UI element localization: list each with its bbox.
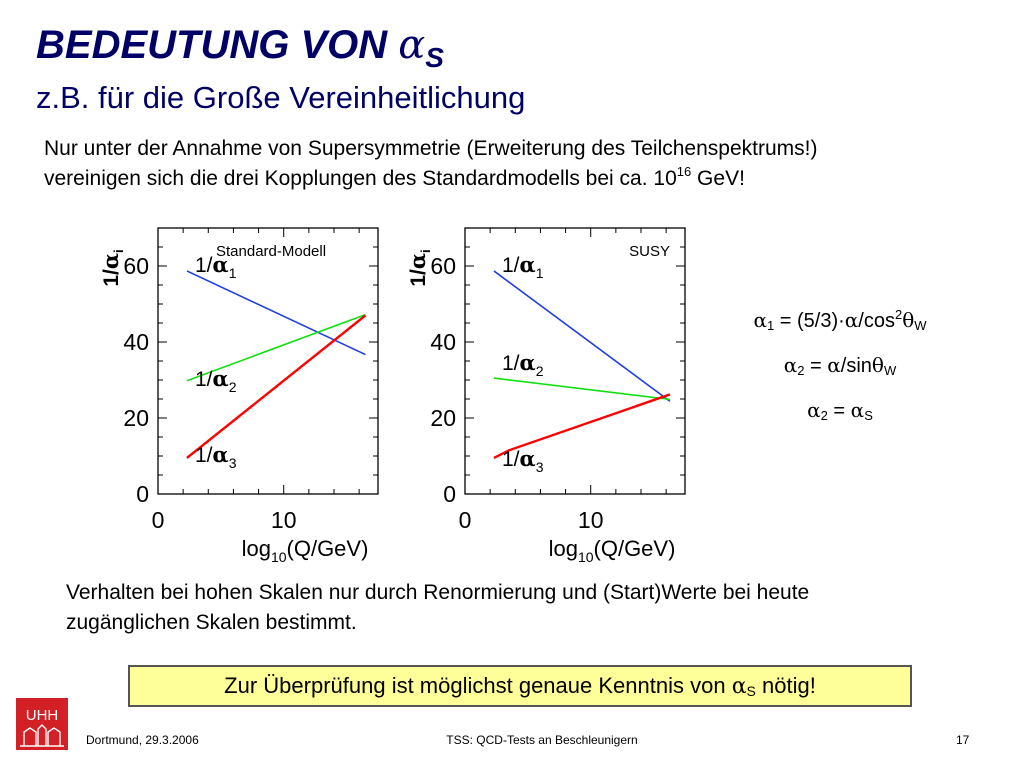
formula-rhs-subscript: W <box>883 363 897 378</box>
y-tick-label: 0 <box>136 481 149 507</box>
footer-page-number: 17 <box>956 733 970 747</box>
logo-text: UHH <box>25 707 59 724</box>
formula-rhs-text: /sin <box>840 355 872 377</box>
x-tick-label: 10 <box>577 507 604 533</box>
series-label-alpha3: $1/\alpha_3$ <box>195 442 237 471</box>
series-label-alpha3: $1/\alpha_3$ <box>502 446 544 475</box>
callout-prefix: Zur Überprüfung ist möglichst genaue Kenntnis von <box>224 673 732 698</box>
x-axis-label: $\log_{10}(Q/GeV)$ <box>548 536 676 565</box>
slide-title-text: BEDEUTUNG VON <box>36 23 399 67</box>
slide-subtitle: z.B. für die Große Vereinheitlichung <box>36 80 526 115</box>
formula-lhs-subscript: 1 <box>766 318 775 333</box>
formula-lhs-symbol: α <box>807 398 821 422</box>
series-label-alpha2: $1/\alpha_2$ <box>502 350 544 379</box>
formula-lhs-symbol: α <box>783 353 798 377</box>
intro-line-2-exponent: 16 <box>676 164 692 179</box>
series-label-alpha1: $1/\alpha_1$ <box>195 252 237 281</box>
x-axis-label: $\log_{10}(Q/GeV)$ <box>241 536 369 565</box>
formula-lhs-subscript: 2 <box>797 363 805 378</box>
chart-susy <box>405 228 685 565</box>
formula-rhs-subscript: W <box>914 318 927 333</box>
formula-2 <box>730 353 950 378</box>
intro-line-1: Nur unter der Annahme von Supersymmetrie (Erweiterung des Teilchenspektrums!) <box>44 137 818 160</box>
formula-1 <box>730 307 950 333</box>
formula-operator: = (5/3)· <box>774 310 845 332</box>
formula-operator: = <box>804 355 828 377</box>
callout-subscript: S <box>746 683 756 699</box>
chart-title: Standard-Modell <box>216 243 327 260</box>
series-line-alpha1 <box>187 271 366 355</box>
formula-lhs-subscript: 2 <box>820 408 828 423</box>
formula-rhs-symbol: α <box>850 398 865 422</box>
formula-operator: = <box>827 400 851 422</box>
callout-symbol: α <box>731 674 747 699</box>
y-tick-label: 60 <box>123 253 149 279</box>
slide-title-symbol: α <box>398 22 426 68</box>
y-tick-label: 20 <box>123 405 149 431</box>
y-tick-label: 0 <box>443 481 456 507</box>
intro-line-2-prefix: vereinigen sich die drei Kopplungen des Standardmodells bei ca. 10 <box>44 167 677 190</box>
callout-box <box>128 665 912 707</box>
series-label-alpha1: $1/\alpha_1$ <box>502 252 544 281</box>
x-tick-label: 10 <box>270 507 297 533</box>
formula-rhs-text: /cos <box>858 310 895 332</box>
formula-3 <box>730 398 950 423</box>
y-tick-label: 20 <box>430 405 456 431</box>
y-tick-label: 60 <box>430 253 456 279</box>
y-axis-label: $1/\alpha_i$ <box>405 249 433 287</box>
formula-rhs-superscript: 2 <box>894 307 903 322</box>
conclusion-line-1: Verhalten bei hohen Skalen nur durch Renormierung und (Start)Werte bei heute <box>66 581 810 604</box>
intro-line-2-suffix: GeV! <box>691 167 745 190</box>
plot-frame <box>465 228 685 494</box>
formula-rhs-subscript: S <box>864 408 873 423</box>
conclusion-paragraph <box>66 578 809 638</box>
callout-suffix: nötig! <box>755 673 816 698</box>
y-tick-label: 40 <box>123 329 149 355</box>
formula-rhs-theta: θ <box>902 308 915 332</box>
chart-standard-modell <box>98 228 378 565</box>
footer-center: TSS: QCD-Tests an Beschleunigern <box>446 733 638 747</box>
formula-lhs-symbol: α <box>753 308 767 332</box>
x-tick-label: 0 <box>151 507 165 533</box>
x-tick-label: 0 <box>458 507 472 533</box>
conclusion-line-2: zugänglichen Skalen bestimmt. <box>66 611 357 634</box>
chart-title: SUSY <box>629 243 670 260</box>
y-axis-label: $1/\alpha_i$ <box>98 249 126 287</box>
footer-left: Dortmund, 29.3.2006 <box>86 733 199 747</box>
formula-rhs-symbol: α <box>844 308 859 332</box>
formula-rhs-symbol: α <box>827 353 841 377</box>
formula-rhs-theta: θ <box>871 353 884 377</box>
y-tick-label: 40 <box>430 329 456 355</box>
series-label-alpha2: $1/\alpha_2$ <box>195 366 237 395</box>
slide-title-subscript: S <box>425 42 444 73</box>
